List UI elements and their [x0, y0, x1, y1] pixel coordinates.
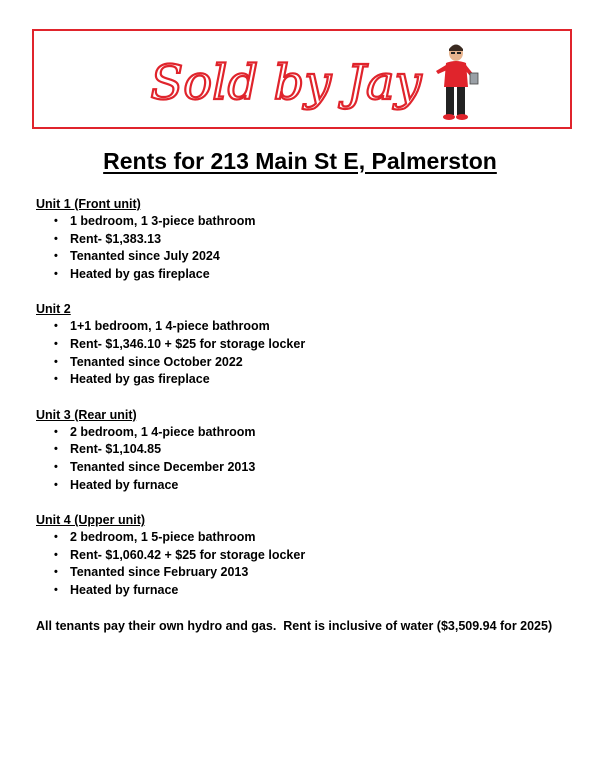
unit-heading: Unit 3 (Rear unit)	[36, 407, 137, 422]
list-item	[36, 424, 576, 442]
unit-section	[36, 301, 576, 388]
unit-details	[36, 213, 576, 283]
list-item	[36, 459, 576, 477]
list-item	[36, 547, 576, 565]
unit-section	[36, 407, 576, 494]
bullet-icon: •	[54, 443, 58, 456]
item-text: Heated by gas fireplace	[70, 266, 210, 281]
item-text: Tenanted since July 2024	[70, 249, 220, 264]
bullet-icon: •	[54, 320, 58, 333]
unit-details	[36, 529, 576, 599]
units-list	[36, 196, 576, 635]
unit-details	[36, 318, 576, 388]
item-text: Tenanted since December 2013	[70, 459, 256, 474]
unit-section	[36, 196, 576, 283]
item-text: 2 bedroom, 1 4-piece bathroom	[70, 424, 256, 439]
unit-heading: Unit 4 (Upper unit)	[36, 513, 146, 528]
list-item	[36, 582, 576, 600]
unit-section	[36, 512, 576, 599]
unit-details	[36, 424, 576, 494]
sold-by-jay-logo	[34, 31, 570, 127]
list-item	[36, 231, 576, 249]
item-text: Heated by furnace	[70, 477, 179, 492]
utilities-note: All tenants pay their own hydro and gas. Rent is inclusive of water ($3,509.94 for 2025)	[36, 618, 553, 633]
item-text: Tenanted since October 2022	[70, 354, 243, 369]
list-item	[36, 371, 576, 389]
bullet-icon: •	[54, 337, 58, 350]
item-text: Rent- $1,104.85	[70, 442, 162, 457]
bullet-icon: •	[54, 355, 58, 368]
item-text: Rent- $1,060.42 + $25 for storage locker	[70, 547, 306, 562]
unit-heading: Unit 1 (Front unit)	[36, 197, 141, 211]
list-item	[36, 441, 576, 459]
item-text: Rent- $1,383.13	[70, 231, 162, 246]
list-item	[36, 564, 576, 582]
item-text: 1 bedroom, 1 3-piece bathroom	[70, 214, 256, 228]
bullet-icon: •	[54, 478, 58, 491]
list-item	[36, 213, 576, 231]
bullet-icon: •	[54, 460, 58, 473]
list-item	[36, 318, 576, 336]
bullet-icon: •	[54, 425, 58, 438]
bullet-icon: •	[54, 566, 58, 579]
bullet-icon: •	[54, 232, 58, 245]
unit-heading: Unit 2	[36, 302, 71, 317]
bullet-icon: •	[54, 267, 58, 280]
list-item	[36, 266, 576, 284]
logo-script-text: Sold by Jay	[150, 55, 422, 111]
item-text: Rent- $1,346.10 + $25 for storage locker	[70, 336, 306, 351]
list-item	[36, 248, 576, 266]
bullet-icon: •	[54, 531, 58, 544]
logo-banner	[32, 29, 572, 129]
bullet-icon: •	[54, 250, 58, 263]
bullet-icon: •	[54, 373, 58, 386]
list-item	[36, 529, 576, 547]
list-item	[36, 354, 576, 372]
item-text: Heated by gas fireplace	[70, 372, 210, 387]
item-text: Tenanted since February 2013	[70, 565, 249, 580]
bullet-icon: •	[54, 215, 58, 227]
item-text: 1+1 bedroom, 1 4-piece bathroom	[70, 319, 270, 334]
bullet-icon: •	[54, 583, 58, 596]
item-text: 2 bedroom, 1 5-piece bathroom	[70, 530, 256, 545]
mascot-figure	[436, 45, 478, 121]
list-item	[36, 477, 576, 495]
bullet-icon: •	[54, 548, 58, 561]
page-title: Rents for 213 Main St E, Palmerston	[103, 148, 497, 174]
item-text: Heated by furnace	[70, 582, 179, 597]
list-item	[36, 336, 576, 354]
